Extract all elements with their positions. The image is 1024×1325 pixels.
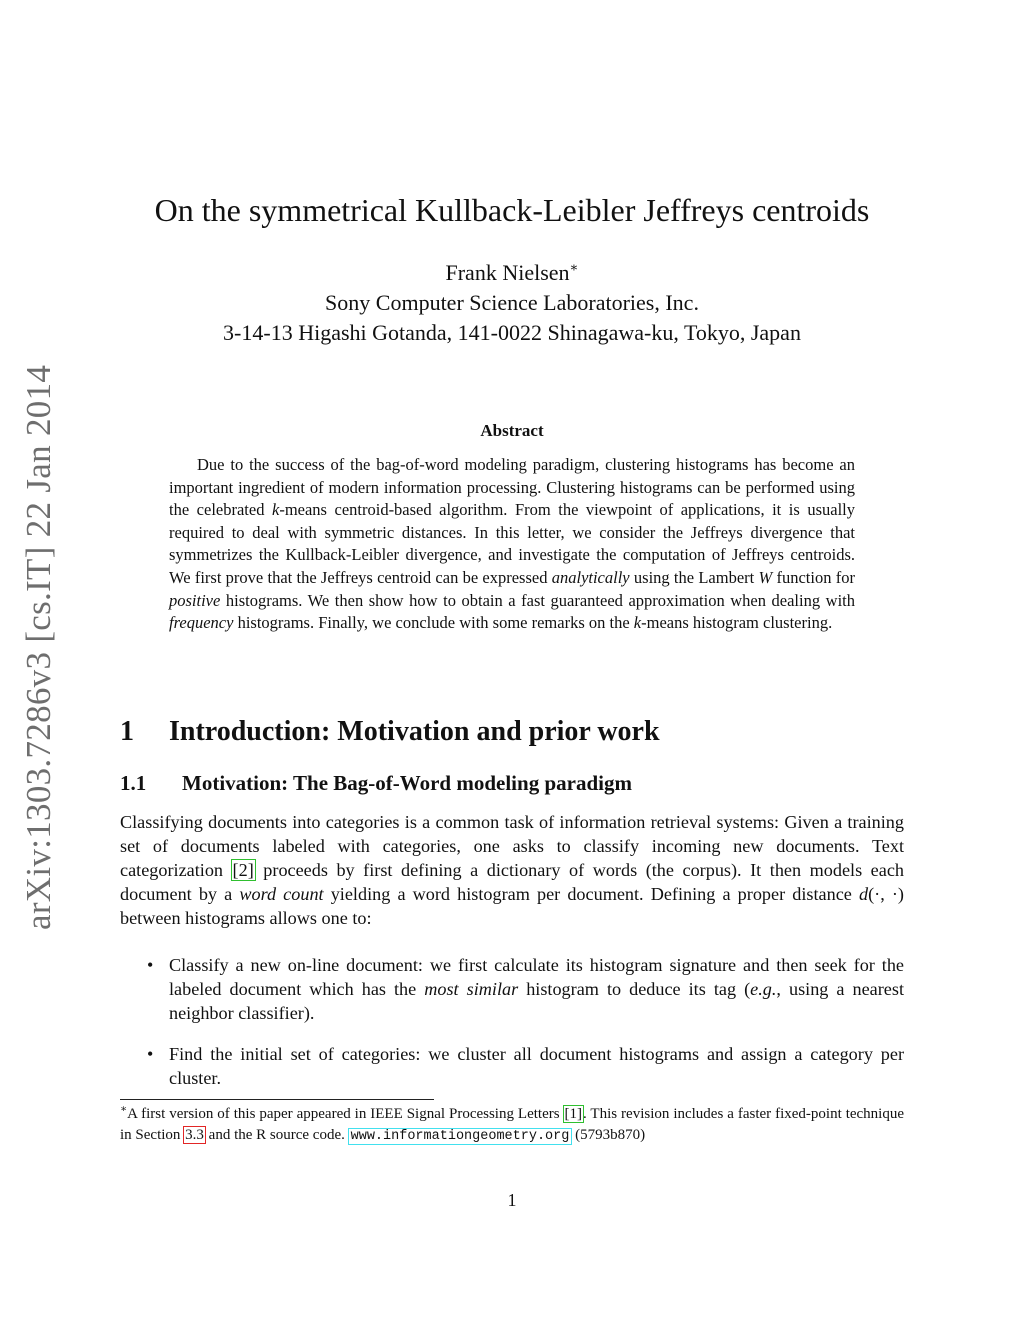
arxiv-identifier-stamp: arXiv:1303.7286v3 [cs.IT] 22 Jan 2014: [19, 364, 58, 930]
subsection-heading: [120, 767, 632, 799]
bullet-dot-icon: •: [147, 955, 154, 975]
bullet-item-categories: • Find the initial set of categories: we cluster all document histograms and assign a category per cluster.: [147, 1044, 904, 1088]
author-line: [0, 258, 1024, 288]
author-affiliation: Sony Computer Science Laboratories, Inc.: [325, 290, 699, 315]
paper-title: On the symmetrical Kullback-Leibler Jeffreys centroids: [154, 192, 870, 228]
bullet-item-classify: • Classify a new on-line document: we first calculate its histogram signature and then seek for the labeled document which has the most similar histogram to deduce its tag (e.g., using a nearest neighbor classifier).: [147, 955, 904, 1023]
citation-link-1[interactable]: [1]: [564, 1106, 583, 1122]
abstract-body: Due to the success of the bag-of-word modeling paradigm, clustering histograms has become an important ingredient of modern information processing. Clustering histograms can be performed using the celebrated k-means centroid-based algorithm. From the viewpoint of applications, it is usually required to deal with symmetric distances. In this letter, we consider the Jeffreys divergence that symmetrizes the Kullback-Leibler divergence, and investigate the computation of Jeffreys centroids. We first prove that the Jeffreys centroid can be expressed analytically using the Lambert W function for positive histograms. We then show how to obtain a fast guaranteed approximation when dealing with frequency histograms. Finally, we conclude with some remarks on the k-means histogram clustering.: [169, 455, 855, 633]
author-block: [0, 258, 1024, 348]
subsection-number: 1.1: [120, 771, 147, 795]
subsection-title: Motivation: The Bag-of-Word modeling paradigm: [182, 771, 632, 795]
author-footnote-mark[interactable]: ∗: [569, 259, 579, 275]
page-number: 1: [507, 1190, 517, 1210]
citation-link-2[interactable]: [2]: [232, 860, 254, 880]
section-heading: [120, 712, 660, 752]
footnote-mark: ∗: [120, 1104, 128, 1115]
section-title: Introduction: Motivation and prior work: [169, 716, 660, 747]
abstract-heading: Abstract: [480, 421, 544, 440]
footnote: ∗A first version of this paper appeared in IEEE Signal Processing Letters [1]. This revision includes a faster fixed-point technique in Section 3.3 and the R source code. www.informationgeometry.org (5793b870): [120, 1104, 904, 1144]
author-name: Frank Nielsen: [445, 260, 570, 285]
author-address: 3-14-13 Higashi Gotanda, 141-0022 Shinagawa-ku, Tokyo, Japan: [223, 320, 801, 345]
section-ref-link[interactable]: 3.3: [185, 1127, 204, 1143]
section-number: 1: [120, 716, 134, 747]
footnote-divider: [120, 1099, 434, 1100]
bullet-dot-icon: •: [147, 1044, 154, 1064]
intro-paragraph: Classifying documents into categories is a common task of information retrieval systems: Given a training set of documents labeled with categories, one asks to classify incoming new documents. Text categorization [2] proceeds by first defining a dictionary of words (the corpus). It then models each document by a word count yielding a word histogram per document. Defining a proper distance d(·, ·) between histograms allows one to:: [120, 812, 904, 928]
url-link[interactable]: www.informationgeometry.org: [350, 1129, 570, 1144]
